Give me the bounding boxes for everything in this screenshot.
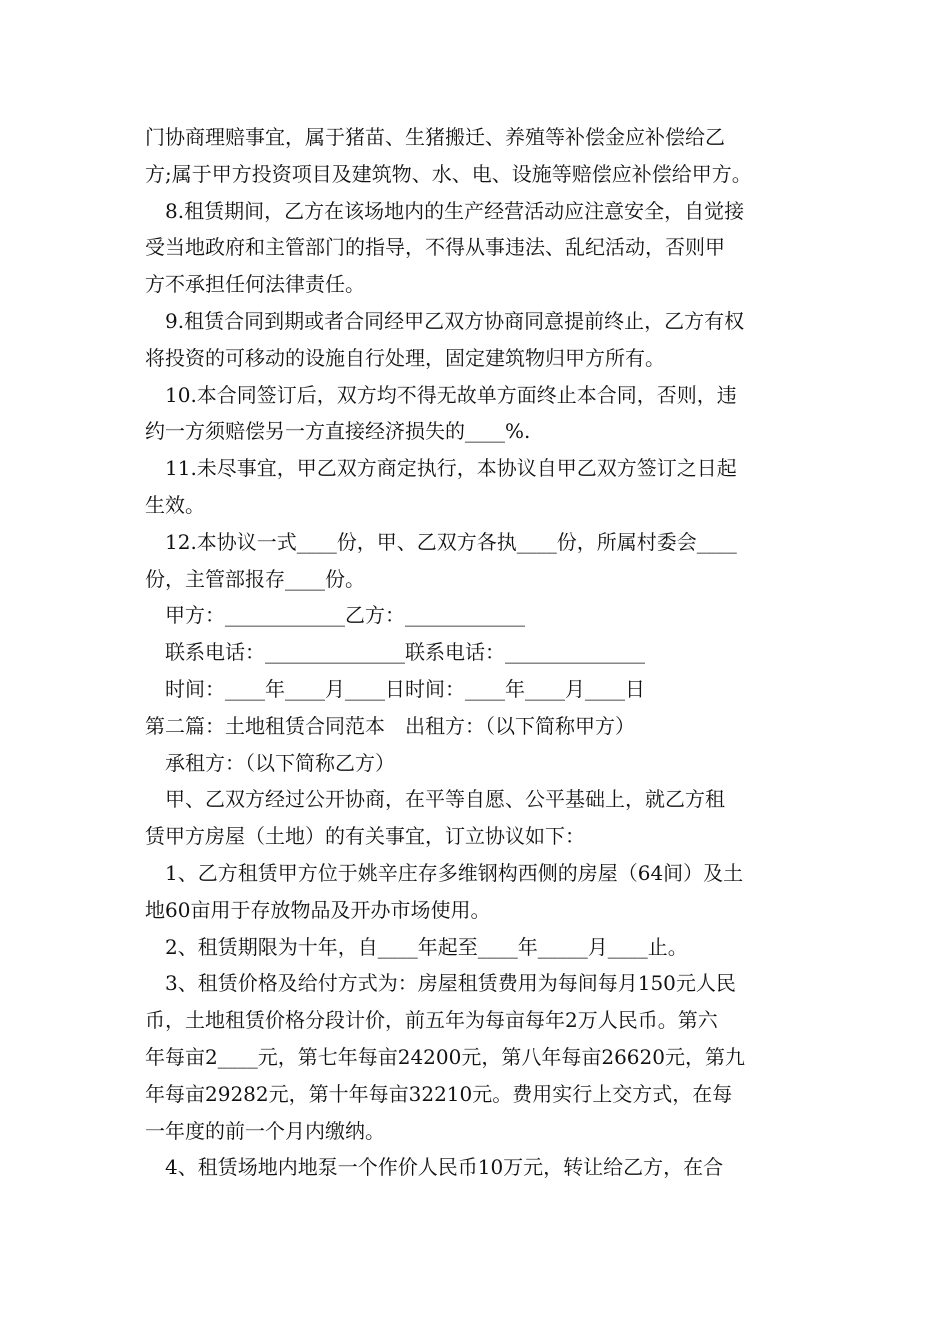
item-4: 4、租赁场地内地泵一个作价人民币10万元，转让给乙方，在合 — [165, 1155, 724, 1180]
clause-9: 9.租赁合同到期或者合同经甲乙双方协商同意提前终止，乙方有权 — [165, 308, 745, 333]
item-1: 1、乙方租赁甲方位于姚辛庄存多维钢构西侧的房屋（64间）及土 — [165, 860, 744, 885]
text-line: 受当地政府和主管部门的指导，不得从事违法、乱纪活动，否则甲 — [145, 235, 725, 260]
text-line: 地60亩用于存放物品及开办市场使用。 — [145, 897, 491, 922]
text-line: 赁甲方房屋（土地）的有关事宜，订立协议如下： — [145, 824, 585, 849]
text-line: 份，主管部报存____份。 — [145, 566, 365, 591]
party-signature-line: 甲方：____________乙方：____________ — [165, 603, 525, 628]
item-2: 2、租赁期限为十年，自____年起至____年_____月____止。 — [165, 934, 688, 959]
item-3: 3、租赁价格及给付方式为：房屋租赁费用为每间每月150元人民 — [165, 971, 736, 996]
text-line: 方不承担任何法律责任。 — [145, 272, 365, 297]
text-line: 一年度的前一个月内缴纳。 — [145, 1118, 385, 1143]
clause-10: 10.本合同签订后，双方均不得无故单方面终止本合同，否则，违 — [165, 382, 737, 407]
section-heading: 第二篇：土地租赁合同范本 出租方：（以下简称甲方） — [145, 713, 635, 738]
text-line: 方;属于甲方投资项目及建筑物、水、电、设施等赔偿应补偿给甲方。 — [145, 161, 752, 186]
text-line: 年每亩29282元，第十年每亩32210元。费用实行上交方式，在每 — [145, 1081, 733, 1106]
lessee-line: 承租方：（以下简称乙方） — [165, 750, 395, 775]
text-line: 年每亩2____元，第七年每亩24200元，第八年每亩26620元，第九 — [145, 1044, 745, 1069]
clause-12: 12.本协议一式____份，甲、乙双方各执____份，所属村委会____ — [165, 529, 737, 554]
text-line: 将投资的可移动的设施自行处理，固定建筑物归甲方所有。 — [145, 345, 665, 370]
text-line: 币，土地租赁价格分段计价，前五年为每亩每年2万人民币。第六 — [145, 1008, 718, 1033]
preamble: 甲、乙双方经过公开协商，在平等自愿、公平基础上，就乙方租 — [165, 787, 725, 812]
date-signature-line: 时间：____年____月____日时间：____年____月____日 — [165, 676, 645, 701]
document-body — [145, 119, 815, 1186]
text-line: 生效。 — [145, 492, 205, 517]
clause-11: 11.未尽事宜，甲乙双方商定执行，本协议自甲乙双方签订之日起 — [165, 456, 737, 481]
text-line: 门协商理赔事宜，属于猪苗、生猪搬迁、养殖等补偿金应补偿给乙 — [145, 125, 725, 149]
phone-signature-line: 联系电话：______________联系电话：______________ — [165, 640, 645, 665]
text-line: 约一方须赔偿另一方直接经济损失的____%. — [145, 419, 531, 444]
clause-8: 8.租赁期间，乙方在该场地内的生产经营活动应注意安全，自觉接 — [165, 198, 745, 223]
